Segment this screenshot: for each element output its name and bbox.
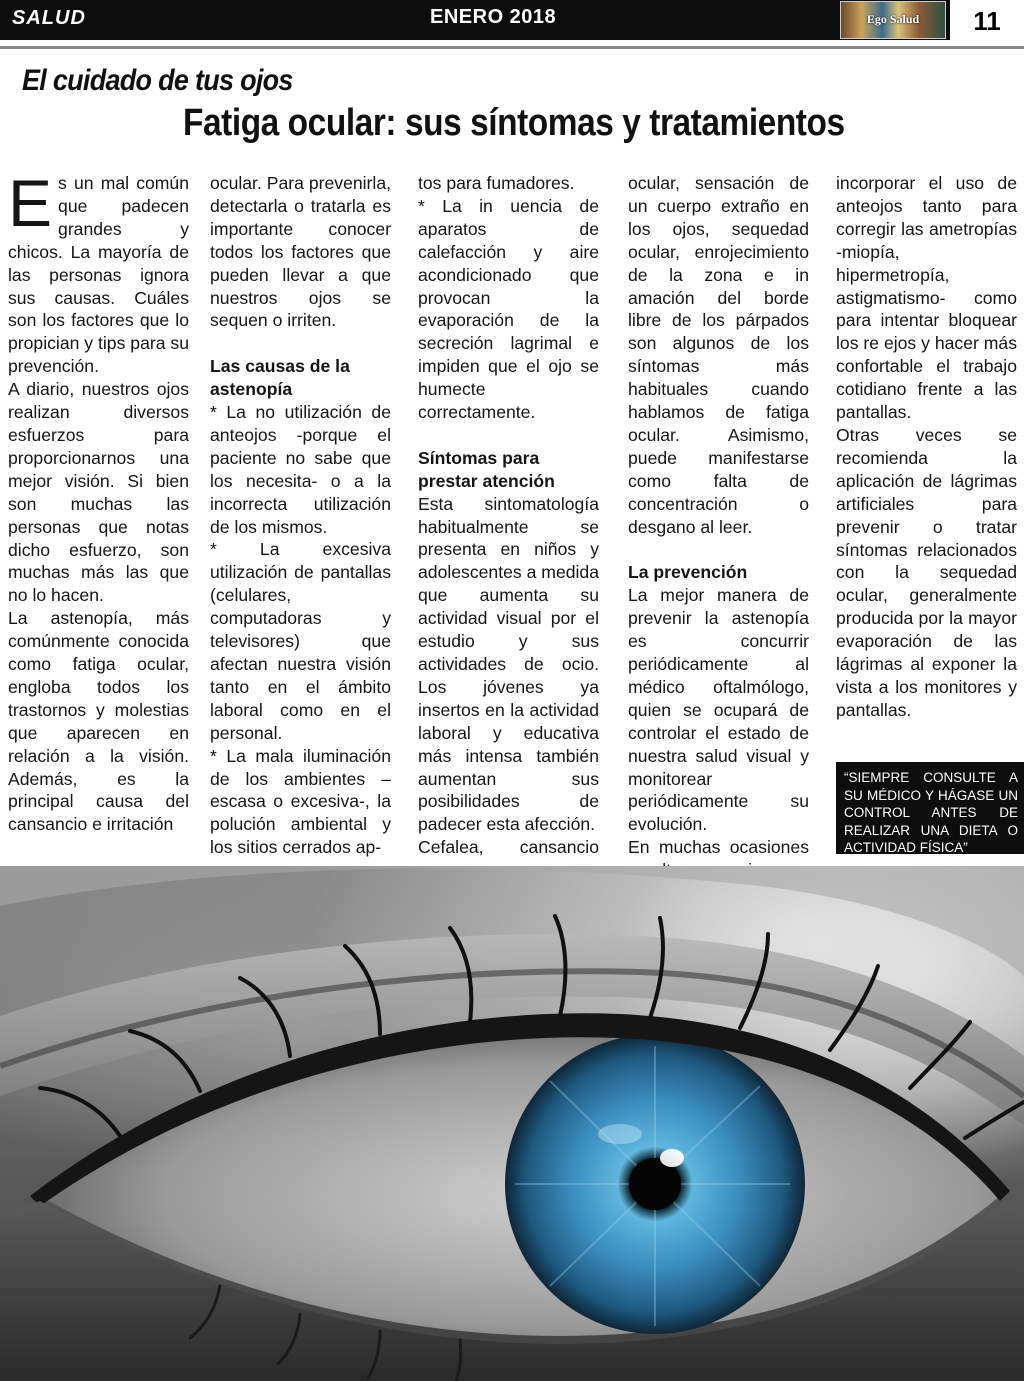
article-title: Fatiga ocular: sus síntomas y tratamientos [183, 102, 845, 144]
paragraph: ocular. Para prevenirla, detectarla o tratarla es importante conocer todos los factores que pueden llevar a que nuestros ojos se sequen o irriten. [210, 173, 391, 331]
page-number-box [950, 0, 1024, 40]
paragraph: La astenopía, más comúnmente conocida como fatiga ocular, engloba todos los trastornos y molestias que aparecen en relación a la visión. Además, es la principal causa del cansancio e irritación [8, 608, 189, 835]
article-kicker: El cuidado de tus ojos [22, 64, 293, 97]
paragraph: La mejor manera de prevenir la astenopía es concurrir periódicamente al médico oftalmólogo, quien se ocupará de controlar el estado de nuestra salud visual y monitorear periódicamente su evolución. [628, 585, 809, 835]
paragraph: incorporar el uso de anteojos tanto para corregir las ametropías -miopía, hipermetropía, astigmatismo- como para intentar bloquear los re ejos y hacer más confortable el trabajo cotidiano frente a las pantallas. [836, 173, 1017, 423]
drop-cap: E [8, 166, 53, 240]
paragraph: A diario, nuestros ojos realizan diversos esfuerzos para proporcionarnos una mejor visión. Si bien son muchas las personas que notas dicho esfuerzo, son muchas más las que no lo hacen. [8, 379, 189, 606]
paragraph: ocular, sensación de un cuerpo extraño en los ojos, sequedad ocular, enrojecimiento de la zona e in amación del borde libre de los párpados son algunos de los síntomas más habituales cuando hablamos de fatiga ocular. Asimismo, puede manifestarse como falta de concentración o desgano al leer. [628, 173, 809, 537]
paragraph: En muchas ocasiones [628, 837, 809, 858]
article-column-3 [418, 172, 599, 859]
paragraph: * La no utilización de anteojos -porque el paciente no sabe que los necesita- o a la incorrecta utilización de los mismos. [210, 402, 391, 537]
paragraph: Cefalea, cansancio [418, 837, 599, 858]
pull-quote: “SIEMPRE CONSULTE A SU MÉDICO Y HÁGASE UN CONTROL ANTES DE REALIZAR UNA DIETA O ACTIVIDAD FÍSICA” [836, 762, 1024, 854]
page-header [0, 0, 1024, 40]
section-heading-causes: Las causas de la astenopía [210, 356, 350, 400]
paragraph: * La mala iluminación de los ambientes –escasa o excesiva-, la polución ambiental y los sitios cerrados ap- [210, 745, 391, 858]
article-column-2 [210, 172, 391, 859]
article-column-4 [628, 172, 809, 882]
paragraph-text: s un mal común que padecen grandes y chicos. La mayoría de las personas ignora sus causas. Cuáles son los factores que lo propician y tips para su prevención. [8, 173, 189, 377]
header-divider [0, 46, 1024, 49]
article-column-5 [836, 172, 1017, 722]
publication-logo [840, 1, 946, 39]
paragraph: * La in uencia de aparatos de calefacción y aire acondicionado que provocan la evaporación de la secreción lagrimal e impiden que el ojo se humecte correctamente. [418, 195, 599, 423]
paragraph: tos para fumadores. [418, 173, 575, 193]
paragraph [8, 166, 189, 378]
section-heading-symptoms: Síntomas para prestar atención [418, 447, 555, 491]
issue-date: ENERO 2018 [430, 6, 557, 28]
eye-illustration [0, 866, 1024, 1381]
section-heading-prevention: La prevención [628, 562, 748, 583]
section-label: SALUD [12, 7, 86, 29]
paragraph: Esta sintomatología habitualmente se presenta en niños y adolescentes a medida que aumenta su actividad visual por el estudio y sus actividades de ocio. Los jóvenes ya insertos en la actividad laboral y educativa más intensa también aumentan sus posibilidades de padecer esta afección. [418, 493, 599, 835]
paragraph: Otras veces se recomienda la aplicación de lágrimas artificiales para prevenir o tratar síntomas relacionados con la sequedad ocular, generalmente producida por la mayor evaporación de las lágrimas al exponer la vista a los monitores y pantallas. [836, 424, 1017, 720]
eye-photo [0, 866, 1024, 1381]
logo-text: Ego Salud [866, 12, 920, 26]
article-column-1 [8, 166, 189, 836]
paragraph: * La excesiva utilización de pantallas (celulares, computadoras y televisores) que afectan nuestra visión tanto en el ámbito laboral como en el personal. [210, 539, 391, 743]
page-number: 11 [973, 6, 1001, 36]
